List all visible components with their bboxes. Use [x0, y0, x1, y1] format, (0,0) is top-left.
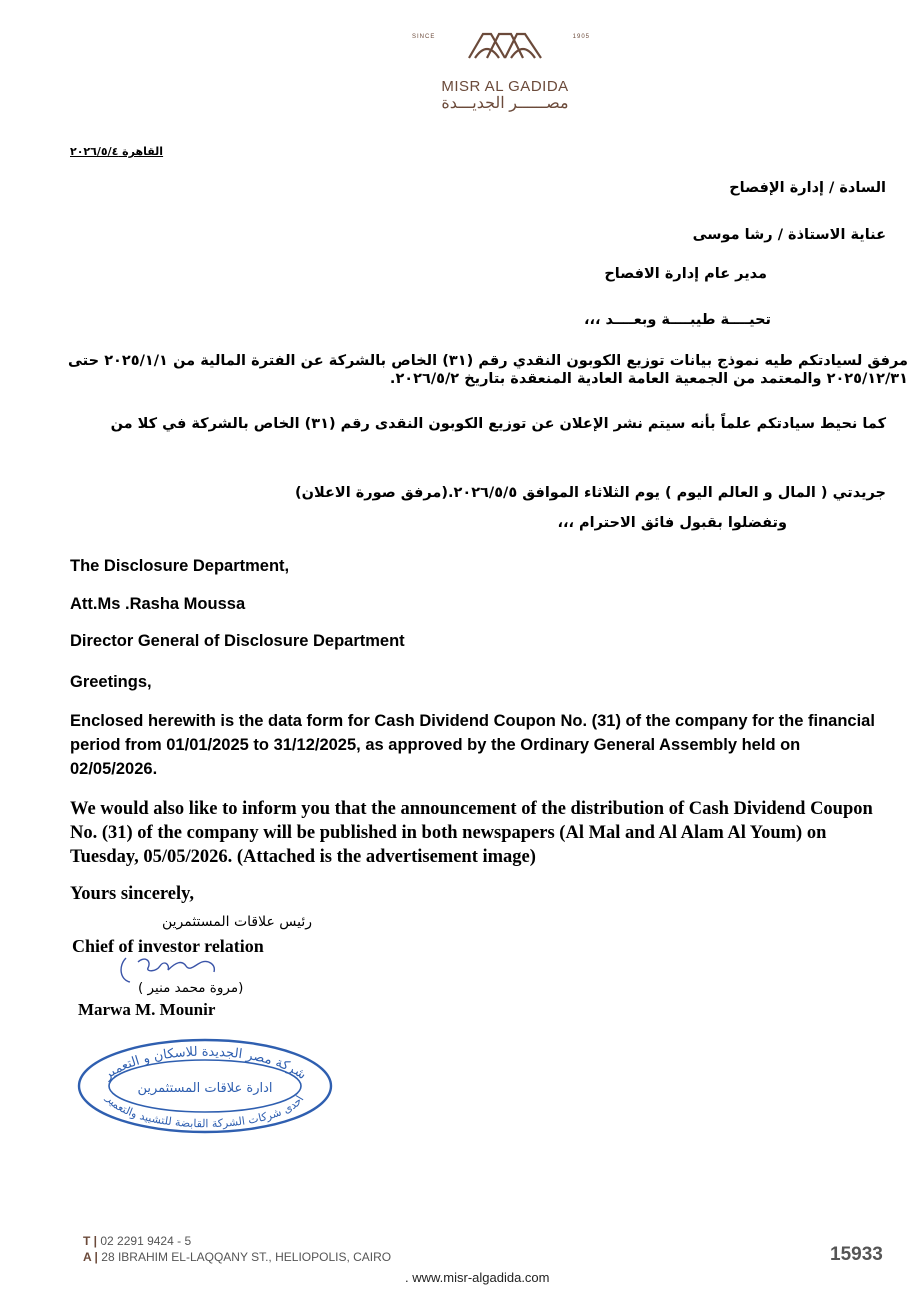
- letter-date: القاهرة ٢٠٢٦/٥/٤: [70, 145, 164, 158]
- english-paragraph-1: Enclosed herewith is the data form for Cash Dividend Coupon No. (31) of the company for the financial period from 01/01/2025 to 31/12/2025, as approved by the Ordinary General Assembly held on 02/05/2026.: [70, 712, 875, 778]
- signature-title-ar: رئيس علاقات المستثمرين: [161, 914, 312, 930]
- arabic-closing: وتفضلوا بقبول فائق الاحترام ،،،: [557, 515, 787, 531]
- address-label: A |: [83, 1250, 98, 1264]
- logo-year: 1905: [572, 34, 590, 40]
- signature-name-ar: (مروة محمد منير ): [138, 980, 244, 996]
- english-addressee: The Disclosure Department,: [70, 557, 290, 575]
- signature-block: [68, 912, 330, 1018]
- stamp-bottom-text: احدى شركات الشركة القابضة للتشييد والتعمير: [103, 1092, 307, 1131]
- svg-text:شركة مصر الجديدة للاسكان و الت: [100, 1045, 309, 1084]
- footer-phone: 02 2291 9424 - 5: [100, 1234, 192, 1248]
- arabic-addressee: السادة / إدارة الإفصاح: [729, 180, 886, 196]
- stamp-center-text: ادارة علاقات المستثمرين: [137, 1081, 273, 1096]
- logo-since: SINCE: [412, 34, 436, 40]
- stamp-seal-icon: [76, 1036, 334, 1136]
- footer-phone-row: [83, 1233, 391, 1249]
- arabic-attention: عناية الاستاذة / رشا موسى: [692, 227, 886, 243]
- brand-name-ar: مصــــــر الجديـــدة: [441, 95, 569, 112]
- footer-address: 28 IBRAHIM EL-LAQQANY ST., HELIOPOLIS, CAIRO: [101, 1250, 392, 1264]
- footer-address-row: [83, 1249, 391, 1265]
- arabic-title: مدير عام إدارة الافصاح: [604, 266, 767, 282]
- arabic-paragraph-2-line-1: كما نحيط سيادتكم علماً بأنه سيتم نشر الإعلان عن توزيع الكوبون النقدى رقم (٣١) الخاص بالشركة في كلا من: [110, 416, 886, 432]
- page-number: 15933: [830, 1244, 883, 1265]
- footer-website: . www.misr-algadida.com: [405, 1270, 550, 1285]
- company-logo: [410, 28, 600, 112]
- stamp-outer-text: شركة مصر الجديدة للاسكان و التعمير: [101, 1044, 309, 1083]
- arabic-paragraph-2-line-2: جريدتي ( المال و العالم اليوم ) يوم الثلاثاء الموافق ٢٠٢٦/٥/٥.(مرفق صورة الاعلان): [295, 485, 886, 501]
- arches-logo-icon: [465, 28, 545, 60]
- arabic-paragraph-1: مرفق لسيادتكم طيه نموذج بيانات توزيع الكوبون النقدي رقم (٣١) الخاص بالشركة عن الفترة المالية من ٢٠٢٥/١/١ حتى ٢٠٢٥/١٢/٣١ والمعتمد من الجمعية العامة العادية المنعقدة بتاريخ ٢٠٢٦/٥/٢.: [68, 353, 908, 387]
- signature-name-en: Marwa M. Mounir: [78, 1000, 216, 1019]
- company-stamp: [76, 1036, 334, 1136]
- english-title: Director General of Disclosure Department: [70, 632, 405, 650]
- english-greeting: Greetings,: [70, 673, 152, 691]
- signature-title-en: Chief of investor relation: [72, 936, 264, 956]
- brand-name-en: MISR AL GADIDA: [441, 78, 569, 95]
- english-paragraph-2: We would also like to inform you that the announcement of the distribution of Cash Dividend Coupon No. (31) of the company will be published in both newspapers (Al Mal and Al Alam Al Youm) on Tuesday, 05/05/2026. (Attached is the advertisement image): [70, 799, 873, 867]
- phone-label: T |: [83, 1234, 98, 1248]
- footer-contact: [83, 1233, 391, 1265]
- arabic-greeting: تحيــــة طيبــــة وبعــــد ،،،: [583, 312, 771, 328]
- english-closing: Yours sincerely,: [70, 884, 195, 904]
- english-attention: Att.Ms .Rasha Moussa: [70, 595, 246, 613]
